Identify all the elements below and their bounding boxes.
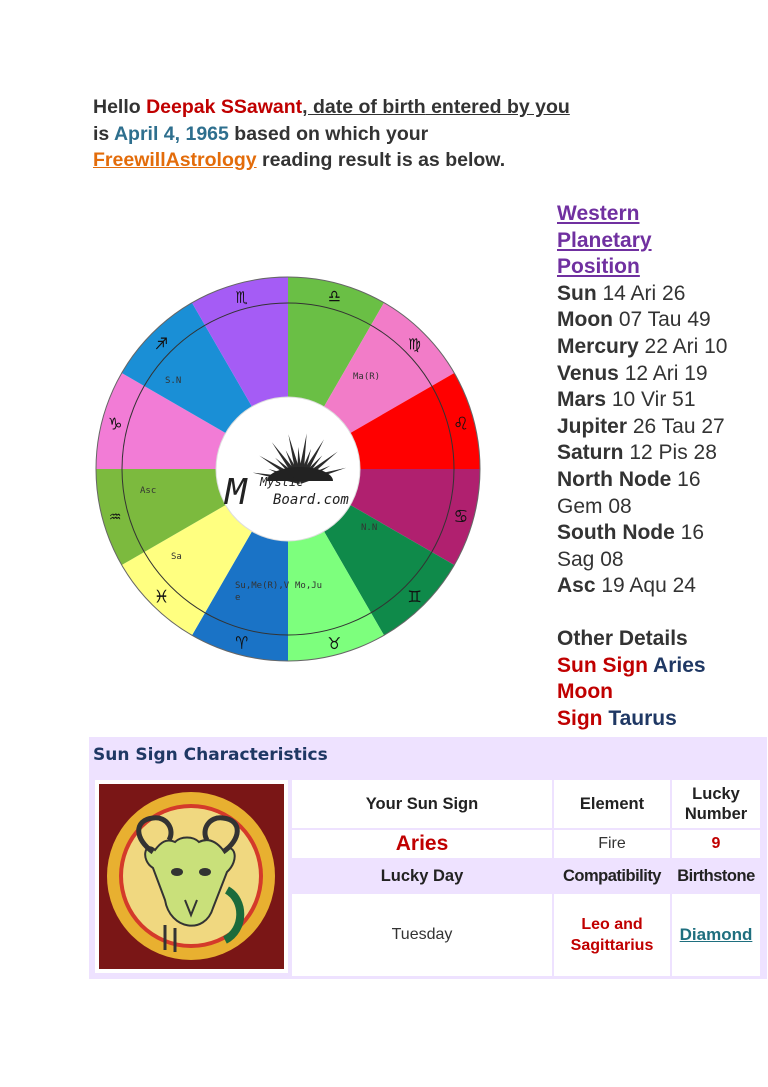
planet-name: Sun <box>557 281 597 305</box>
value-compatibility: Leo and Sagittarius <box>554 894 670 976</box>
sun-sign-table-title: Sun Sign Characteristics <box>93 745 328 765</box>
value-birthstone[interactable]: Diamond <box>672 894 760 976</box>
planet-row <box>557 281 767 308</box>
intro-text: Hello <box>93 96 147 118</box>
south-node-row <box>557 520 767 547</box>
intro-text: reading result is as below. <box>256 149 506 171</box>
value-lucky-number: 9 <box>672 830 760 858</box>
planet-value: Sag 08 <box>557 547 624 571</box>
zodiac-sign-glyph: ♐ <box>155 330 168 355</box>
zodiac-sign-glyph: ♋ <box>454 503 467 528</box>
zodiac-sign-glyph: ♒ <box>109 503 122 528</box>
svg-text:M: M <box>225 472 247 513</box>
house-label-mo: Mo,Ju <box>295 581 323 591</box>
planet-row <box>557 387 767 414</box>
sun-sign-value: Aries <box>648 653 706 677</box>
planet-row <box>557 307 767 334</box>
value-element: Fire <box>554 830 670 858</box>
planet-value: 14 Ari 26 <box>596 281 686 305</box>
house-label-su-cont: e <box>235 593 241 603</box>
logo-text-top: Mystic <box>260 475 304 489</box>
planet-row <box>557 334 767 361</box>
brand-link[interactable]: FreewillAstrology <box>93 149 257 171</box>
planet-value: 22 Ari 10 <box>638 334 728 358</box>
intro-text: entered by you <box>425 96 570 118</box>
planet-name: Saturn <box>557 441 624 465</box>
planet-row <box>557 414 767 441</box>
sun-sign-table <box>89 737 767 979</box>
house-label-su: Su,Me(R),V <box>235 581 290 591</box>
house-label-asc: Asc <box>140 486 157 496</box>
aries-image-cell <box>95 780 288 973</box>
intro-text: is <box>93 122 114 145</box>
value-lucky-day: Tuesday <box>292 894 552 976</box>
header-birthstone: Birthstone <box>672 860 760 892</box>
planet-row <box>557 440 767 467</box>
planetary-positions <box>557 201 767 732</box>
zodiac-sign-glyph: ♈ <box>235 629 248 654</box>
birth-date: April 4, 1965 <box>113 122 229 145</box>
header-compatibility: Compatibility <box>554 860 670 892</box>
aries-ram-image <box>95 780 288 973</box>
planet-name: Venus <box>557 361 619 385</box>
header-element: Element <box>554 780 670 828</box>
header-your-sun-sign: Your Sun Sign <box>292 780 552 828</box>
moon-sign-value: Taurus <box>602 706 677 730</box>
planet-value: 10 Vir 51 <box>606 388 696 412</box>
logo-text-bottom: Board.com <box>273 492 349 508</box>
user-name: Deepak SSawant <box>146 96 303 118</box>
planet-value: Gem 08 <box>557 494 632 518</box>
planet-value: 12 Pis 28 <box>623 441 717 465</box>
house-label-nn: N.N <box>361 523 378 533</box>
house-label-ma: Ma(R) <box>353 372 381 382</box>
planet-value: 19 Aqu 24 <box>595 574 696 598</box>
planet-name: Moon <box>557 308 613 332</box>
header-lucky-number: Lucky Number <box>672 780 760 828</box>
sun-sign-label: Sun Sign <box>557 653 648 677</box>
other-details-heading: Other Details <box>557 626 688 650</box>
planet-name: North Node <box>557 467 672 491</box>
planet-name: South Node <box>557 521 675 545</box>
planet-name: Mars <box>557 388 607 412</box>
house-label-sn: S.N <box>165 376 182 386</box>
birth-chart-wheel <box>95 276 481 662</box>
value-sun-sign: Aries <box>292 830 552 858</box>
zodiac-sign-glyph: ♌ <box>454 410 467 435</box>
zodiac-sign-glyph: ♉ <box>328 629 341 654</box>
planet-value: 26 Tau 27 <box>627 414 725 438</box>
house-label-sa: Sa <box>171 552 182 562</box>
zodiac-sign-glyph: ♑ <box>109 410 122 435</box>
planet-row <box>557 361 767 388</box>
zodiac-sign-glyph: ♊ <box>408 583 421 608</box>
planet-name: Asc <box>557 574 596 598</box>
asc-row <box>557 573 767 600</box>
zodiac-sign-glyph: ♓ <box>155 583 168 608</box>
planet-value: 16 <box>671 467 701 491</box>
planet-name: Mercury <box>557 334 639 358</box>
north-node-row <box>557 467 767 494</box>
planet-value: 12 Ari 19 <box>618 361 708 385</box>
zodiac-sign-glyph: ♍ <box>408 330 421 355</box>
moon-sign-label: Moon <box>557 680 613 704</box>
intro-text: , date of birth <box>302 96 426 118</box>
planet-value: 07 Tau 49 <box>612 308 711 332</box>
header-lucky-day: Lucky Day <box>292 860 552 892</box>
planet-name: Jupiter <box>557 414 628 438</box>
planet-value: 16 <box>674 521 705 545</box>
moon-sign-label: Sign <box>557 706 603 730</box>
intro-text: based on which your <box>228 122 429 145</box>
intro-paragraph <box>93 94 693 174</box>
zodiac-sign-glyph: ♏ <box>235 284 248 309</box>
zodiac-sign-glyph: ♎ <box>328 284 341 309</box>
planets-heading[interactable]: Western Planetary Position <box>557 202 652 279</box>
